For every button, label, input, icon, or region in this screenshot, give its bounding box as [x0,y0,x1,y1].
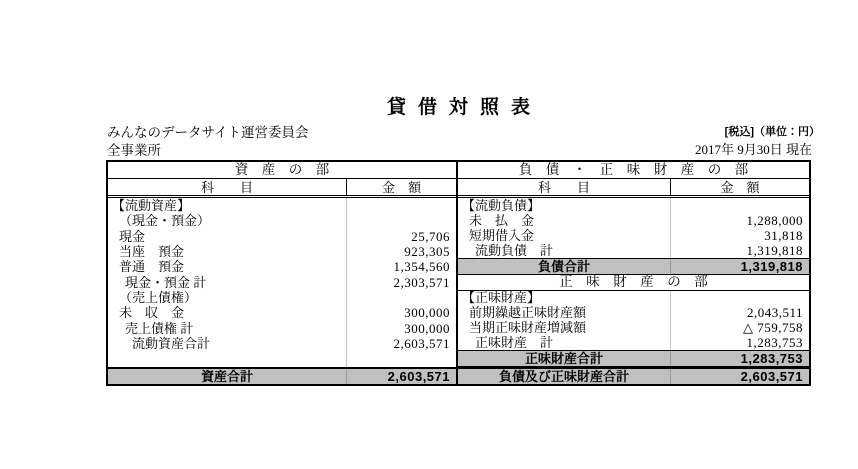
amount-cell: 31,818 [764,227,803,243]
amount-cell: 2,603,571 [740,369,803,385]
account-item-cell: 未 収 金 [108,305,347,320]
assets-total-row [108,367,456,384]
column-header-amount: 金 額 [381,179,421,195]
amount-cell [347,198,456,213]
account-item-cell [108,351,347,366]
account-item-cell: 当座 預金 [108,244,347,259]
account-item-cell: 流動資産合計 [108,336,347,351]
as-of-date: 2017年 9月30日 現在 [694,142,812,157]
table-row [458,243,809,258]
table-row [108,321,456,336]
liabilities-table-body [458,198,809,384]
liabilities-section-title: 負 債 ・ 正 味 財 産 の 部 [458,162,809,179]
table-row [458,213,809,228]
amount-cell: 1,283,753 [746,335,803,351]
table-row [108,275,456,290]
table-row [458,335,809,350]
amount-cell: △ 759,758 [743,320,803,336]
account-item-cell: 正味財産 計 [458,335,671,350]
assets-section [108,162,458,384]
amount-cell [347,351,456,366]
amount-cell [671,198,809,213]
assets-section-title: 資 産 の 部 [108,162,456,179]
table-row-blank [108,351,456,366]
amount-cell: 1,354,560 [393,259,450,275]
net-assets-subsection-title: 正 味 財 産 の 部 [458,275,809,291]
table-row [108,213,456,228]
table-row [108,305,456,320]
table-row [458,198,809,213]
column-header-item: 科 目 [108,179,347,195]
table-row [108,244,456,259]
tax-unit-note: [税込]（単位：円） [724,126,820,138]
account-item-cell: 流動負債 計 [458,243,671,258]
account-item-cell: 【流動資産】 [108,198,347,213]
account-item-cell: 現金 [108,229,347,244]
table-row [108,259,456,274]
assets-column-header [108,179,456,198]
amount-cell: 300,000 [404,305,450,321]
amount-cell: 2,303,571 [393,274,450,290]
assets-table-body [108,198,456,384]
amount-cell [347,290,456,305]
account-item-cell: 売上債権 計 [108,321,347,336]
amount-cell: 1,283,753 [740,351,803,367]
table-row [108,290,456,305]
table-row [458,291,809,306]
amount-cell: 2,603,571 [387,368,450,384]
table-row [108,336,456,351]
net-assets-total-row [458,350,809,367]
amount-cell: 2,043,511 [746,305,803,321]
account-item-cell: 負債及び正味財産合計 [458,369,671,384]
account-item-cell: 資産合計 [108,369,347,384]
table-row [458,320,809,335]
account-item-cell: 未 払 金 [458,213,671,228]
account-item-cell: 負債合計 [458,259,671,274]
amount-cell: 25,706 [411,228,450,244]
amount-cell: 1,319,818 [746,242,803,258]
account-item-cell: 現金・預金 計 [108,275,347,290]
amount-cell: 2,603,571 [393,336,450,352]
account-item-cell: 【正味財産】 [458,291,671,306]
account-item-cell: 普通 預金 [108,259,347,274]
account-item-cell: 【流動負債】 [458,198,671,213]
balance-sheet-table [106,160,811,386]
account-item-cell: 正味財産合計 [458,351,671,366]
liabilities-net-assets-section [458,162,809,384]
liabilities-total-row [458,258,809,275]
amount-cell: 300,000 [404,320,450,336]
account-item-cell: （現金・預金） [108,213,347,228]
account-item-cell: （売上債権） [108,290,347,305]
office-scope: 全事業所 [107,143,161,158]
page-title: 貸借対照表 [386,97,542,118]
table-row [458,228,809,243]
amount-cell: 1,319,818 [740,258,803,274]
account-item-cell: 当期正味財産増減額 [458,320,671,335]
liabilities-column-header [458,179,809,198]
table-row [108,198,456,213]
column-header-amount: 金 額 [720,179,760,195]
amount-cell: 923,305 [404,244,450,260]
amount-cell [671,291,809,306]
amount-cell [347,213,456,228]
table-row [108,229,456,244]
account-item-cell: 短期借入金 [458,228,671,243]
grand-total-row [458,367,809,384]
column-header-item: 科 目 [458,179,671,195]
amount-cell: 1,288,000 [746,212,803,228]
table-row [458,305,809,320]
account-item-cell: 前期繰越正味財産額 [458,305,671,320]
company-name: みんなのデータサイト運営委員会 [107,125,309,140]
